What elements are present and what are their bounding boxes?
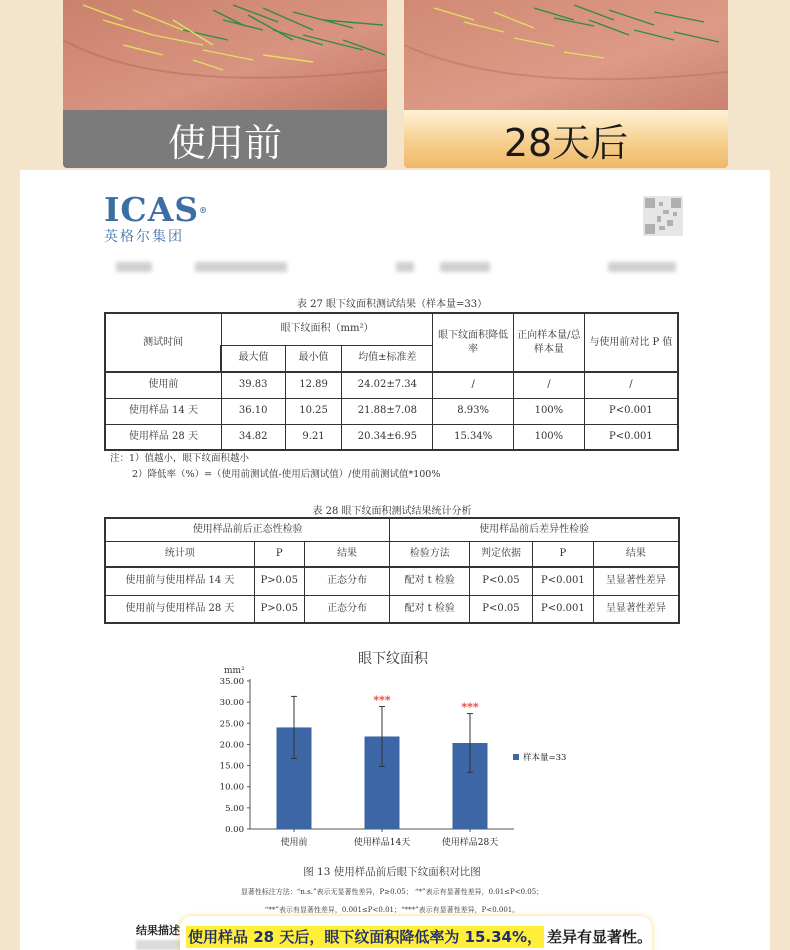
table27-header-area: 眼下纹面积（mm²）: [221, 313, 432, 345]
result-highlight: [180, 916, 652, 950]
redacted-result-text: [136, 940, 182, 950]
table28-header-normality: 使用样品前后正态性检验: [105, 518, 390, 541]
table27-header-max: 最大值: [221, 345, 285, 372]
logo-company-name: 英格尔集团: [104, 229, 184, 245]
table27-header-positive: 正向样本量/总样本量: [514, 313, 585, 372]
y-tick-label: 20.00: [219, 740, 244, 751]
qr-code-icon: [643, 196, 683, 236]
significance-mark: ***: [373, 693, 391, 707]
x-tick-label: 使用样品14天: [353, 838, 411, 848]
table28: [104, 517, 680, 624]
table27-header-time: 测试时间: [105, 313, 221, 372]
bar-chart: [210, 645, 590, 855]
table-row: 使用样品 14 天 36.10 10.25 21.88±7.08 8.93% 100% P<0.001: [105, 398, 678, 424]
redacted-report-value: [195, 262, 287, 272]
y-tick-label: 10.00: [219, 782, 244, 793]
table28-header-p1: P: [254, 541, 304, 567]
table28-header-result2: 结果: [593, 541, 679, 567]
redacted-page-info: [608, 262, 676, 272]
significance-note-2: “**”表示有显著性差异，0.001≤P<0.01；“***”表示有显著性差异，P<0.001。: [264, 906, 520, 914]
table28-header-p2: P: [532, 541, 593, 567]
y-tick-label: 30.00: [219, 698, 244, 709]
icas-logo: [104, 192, 208, 246]
result-label: 结果描述: [136, 924, 180, 937]
after-label: 28天后: [404, 110, 728, 168]
table28-header-difference: 使用样品前后差异性检验: [390, 518, 679, 541]
y-tick-label: 0.00: [225, 825, 244, 835]
y-tick-label: 15.00: [219, 761, 244, 772]
x-tick-label: 使用前: [280, 838, 308, 848]
after-photo: [404, 0, 728, 110]
result-highlight-text: 使用样品 28 天后，眼下纹面积降低率为 15.34%，: [188, 928, 543, 946]
figure-caption: 图 13 使用样品前后眼下纹面积对比图: [303, 866, 481, 878]
before-photo: [63, 0, 387, 110]
table28-caption: 表 28 眼下纹面积测试结果统计分析: [312, 506, 472, 517]
table-row: 使用前与使用样品 28 天 P>0.05 正态分布 配对 t 检验 P<0.05 P<0.001 呈显著性差异: [105, 595, 679, 623]
significance-note-1: 显著性标注方法：“n.s.”表示无显著性差异，P≥0.05； “*”表示有显著性差异，0.01≤P<0.05；: [240, 888, 544, 896]
legend-swatch: [513, 754, 519, 760]
y-tick-label: 25.00: [219, 719, 244, 730]
x-tick-label: 使用样品28天: [441, 838, 499, 848]
table27-header-min: 最小值: [285, 345, 342, 372]
table27-header-reduce: 眼下纹面积降低率: [433, 313, 514, 372]
table27-header-mean: 均值±标准差: [342, 345, 433, 372]
registered-mark: ®: [199, 205, 209, 215]
y-tick-label: 35.00: [219, 677, 244, 687]
table27-note-2: 2）降低率（%）=（使用前测试值-使用后测试值）/使用前测试值*100%: [132, 469, 441, 480]
table27-notes: [110, 451, 440, 483]
legend-label: 样本量=33: [523, 753, 567, 763]
table-row: 使用样品 28 天 34.82 9.21 20.34±6.95 15.34% 100% P<0.001: [105, 424, 678, 450]
table-row: 使用前 39.83 12.89 24.02±7.34 / / /: [105, 372, 678, 398]
logo-mark-text: ICAS: [104, 190, 200, 229]
table28-header-result1: 结果: [304, 541, 390, 567]
y-tick-label: 5.00: [225, 803, 244, 814]
table27-caption: 表 27 眼下纹面积测试结果（样本量=33）: [296, 299, 488, 310]
table27-header-p: 与使用前对比 P 值: [584, 313, 678, 372]
table28-header-item: 统计项: [105, 541, 254, 567]
result-tail-text: 差异有显著性。: [547, 928, 653, 946]
y-axis-unit: mm²: [224, 666, 245, 676]
redacted-date-label: [396, 262, 414, 272]
chart-title: 眼下纹面积: [358, 651, 428, 667]
table27-note-1: 注：1）值越小，眼下纹面积越小: [110, 453, 250, 464]
table27: [104, 312, 679, 451]
table-row: 使用前与使用样品 14 天 P>0.05 正态分布 配对 t 检验 P<0.05 P<0.001 呈显著性差异: [105, 567, 679, 595]
significance-mark: ***: [461, 700, 479, 714]
before-label: 使用前: [63, 110, 387, 168]
redacted-date-value: [440, 262, 490, 272]
table28-header-method: 检验方法: [390, 541, 470, 567]
table28-header-basis: 判定依据: [470, 541, 533, 567]
redacted-report-number: [116, 262, 152, 272]
